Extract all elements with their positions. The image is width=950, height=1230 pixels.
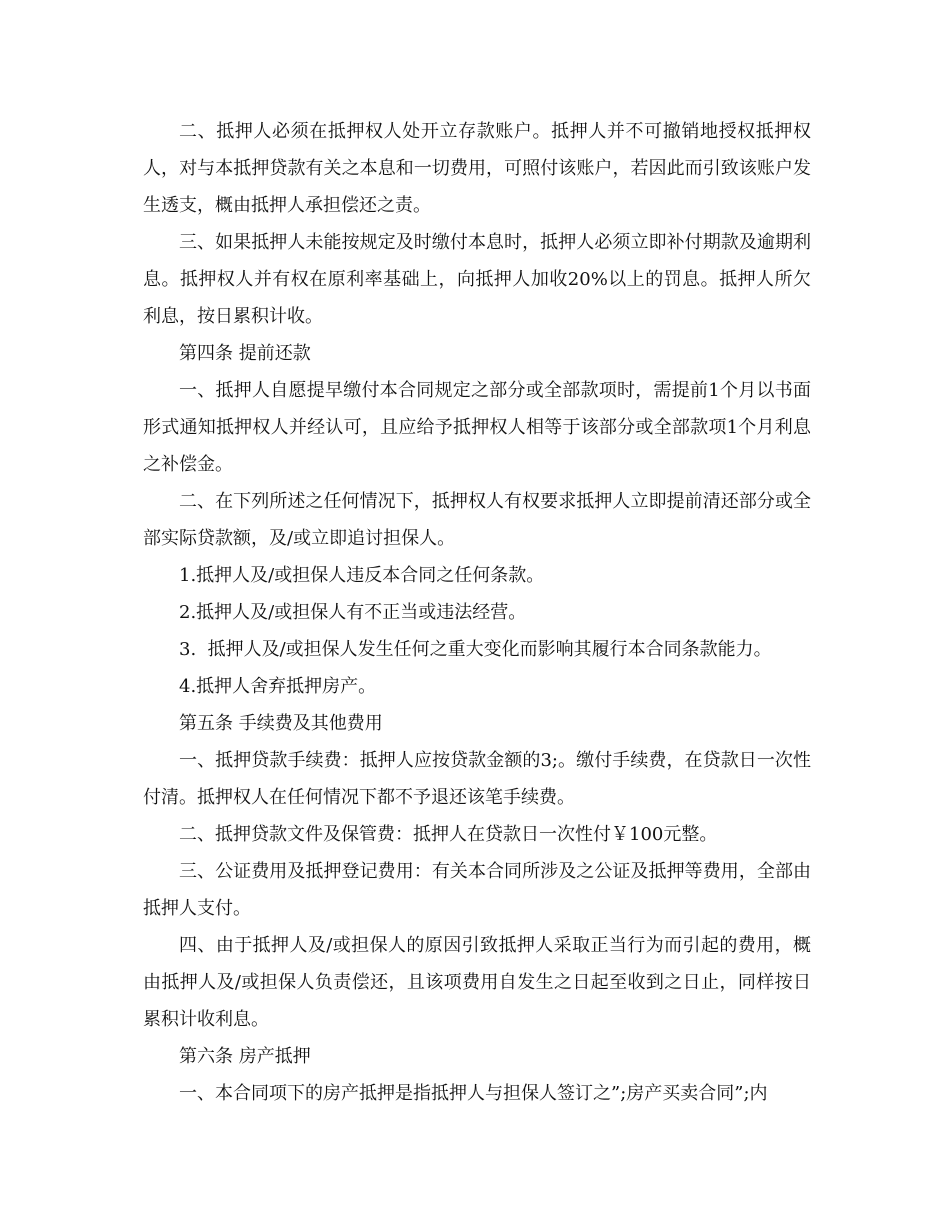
paragraph-article3-clause3: 三、如果抵押人未能按规定及时缴付本息时，抵押人必须立即补付期款及逾期利息。抵押权人并有权在原利率基础上，向抵押人加收20%以上的罚息。抵押人所欠利息，按日累积计收。 (143, 232, 811, 327)
heading-article5: 第五条 手续费及其他费用 (179, 713, 383, 734)
paragraph-article4-clause1: 一、抵押人自愿提早缴付本合同规定之部分或全部款项时，需提前1个月以书面形式通知抵押权人并经认可，且应给予抵押权人相等于该部分或全部款项1个月利息之补偿金。 (143, 380, 811, 475)
paragraph-article5-clause1: 一、抵押贷款手续费：抵押人应按贷款金额的3;。缴付手续费，在贷款日一次性付清。抵押权人在任何情况下都不予退还该笔手续费。 (143, 750, 811, 808)
document-body (143, 113, 811, 1112)
paragraph-article5-clause2: 二、抵押贷款文件及保管费：抵押人在贷款日一次性付￥100元整。 (179, 824, 718, 845)
list-item-3: 3. 抵押人及/或担保人发生任何之重大变化而影响其履行本合同条款能力。 (179, 639, 772, 660)
list-item-2: 2.抵押人及/或担保人有不正当或违法经营。 (179, 602, 527, 623)
list-item-4: 4.抵押人舍弃抵押房产。 (179, 676, 377, 697)
paragraph-article4-clause2: 二、在下列所述之任何情况下，抵押权人有权要求抵押人立即提前清还部分或全部实际贷款额，及/或立即追讨担保人。 (143, 491, 811, 549)
paragraph-article5-clause3: 三、公证费用及抵押登记费用：有关本合同所涉及之公证及抵押等费用，全部由抵押人支付。 (143, 861, 811, 919)
list-item-1: 1.抵押人及/或担保人违反本合同之任何条款。 (179, 565, 545, 586)
paragraph-article6-clause1: 一、本合同项下的房产抵押是指抵押人与担保人签订之”;房产买卖合同”;内 (179, 1083, 768, 1104)
heading-article6: 第六条 房产抵押 (179, 1046, 311, 1067)
heading-article4: 第四条 提前还款 (179, 343, 311, 364)
paragraph-article3-clause2: 二、抵押人必须在抵押权人处开立存款账户。抵押人并不可撤销地授权抵押权人，对与本抵押贷款有关之本息和一切费用，可照付该账户，若因此而引致该账户发生透支，概由抵押人承担偿还之责。 (143, 121, 811, 216)
paragraph-article5-clause4: 四、由于抵押人及/或担保人的原因引致抵押人采取正当行为而引起的费用，概由抵押人及/或担保人负责偿还，且该项费用自发生之日起至收到之日止，同样按日累积计收利息。 (143, 935, 811, 1030)
